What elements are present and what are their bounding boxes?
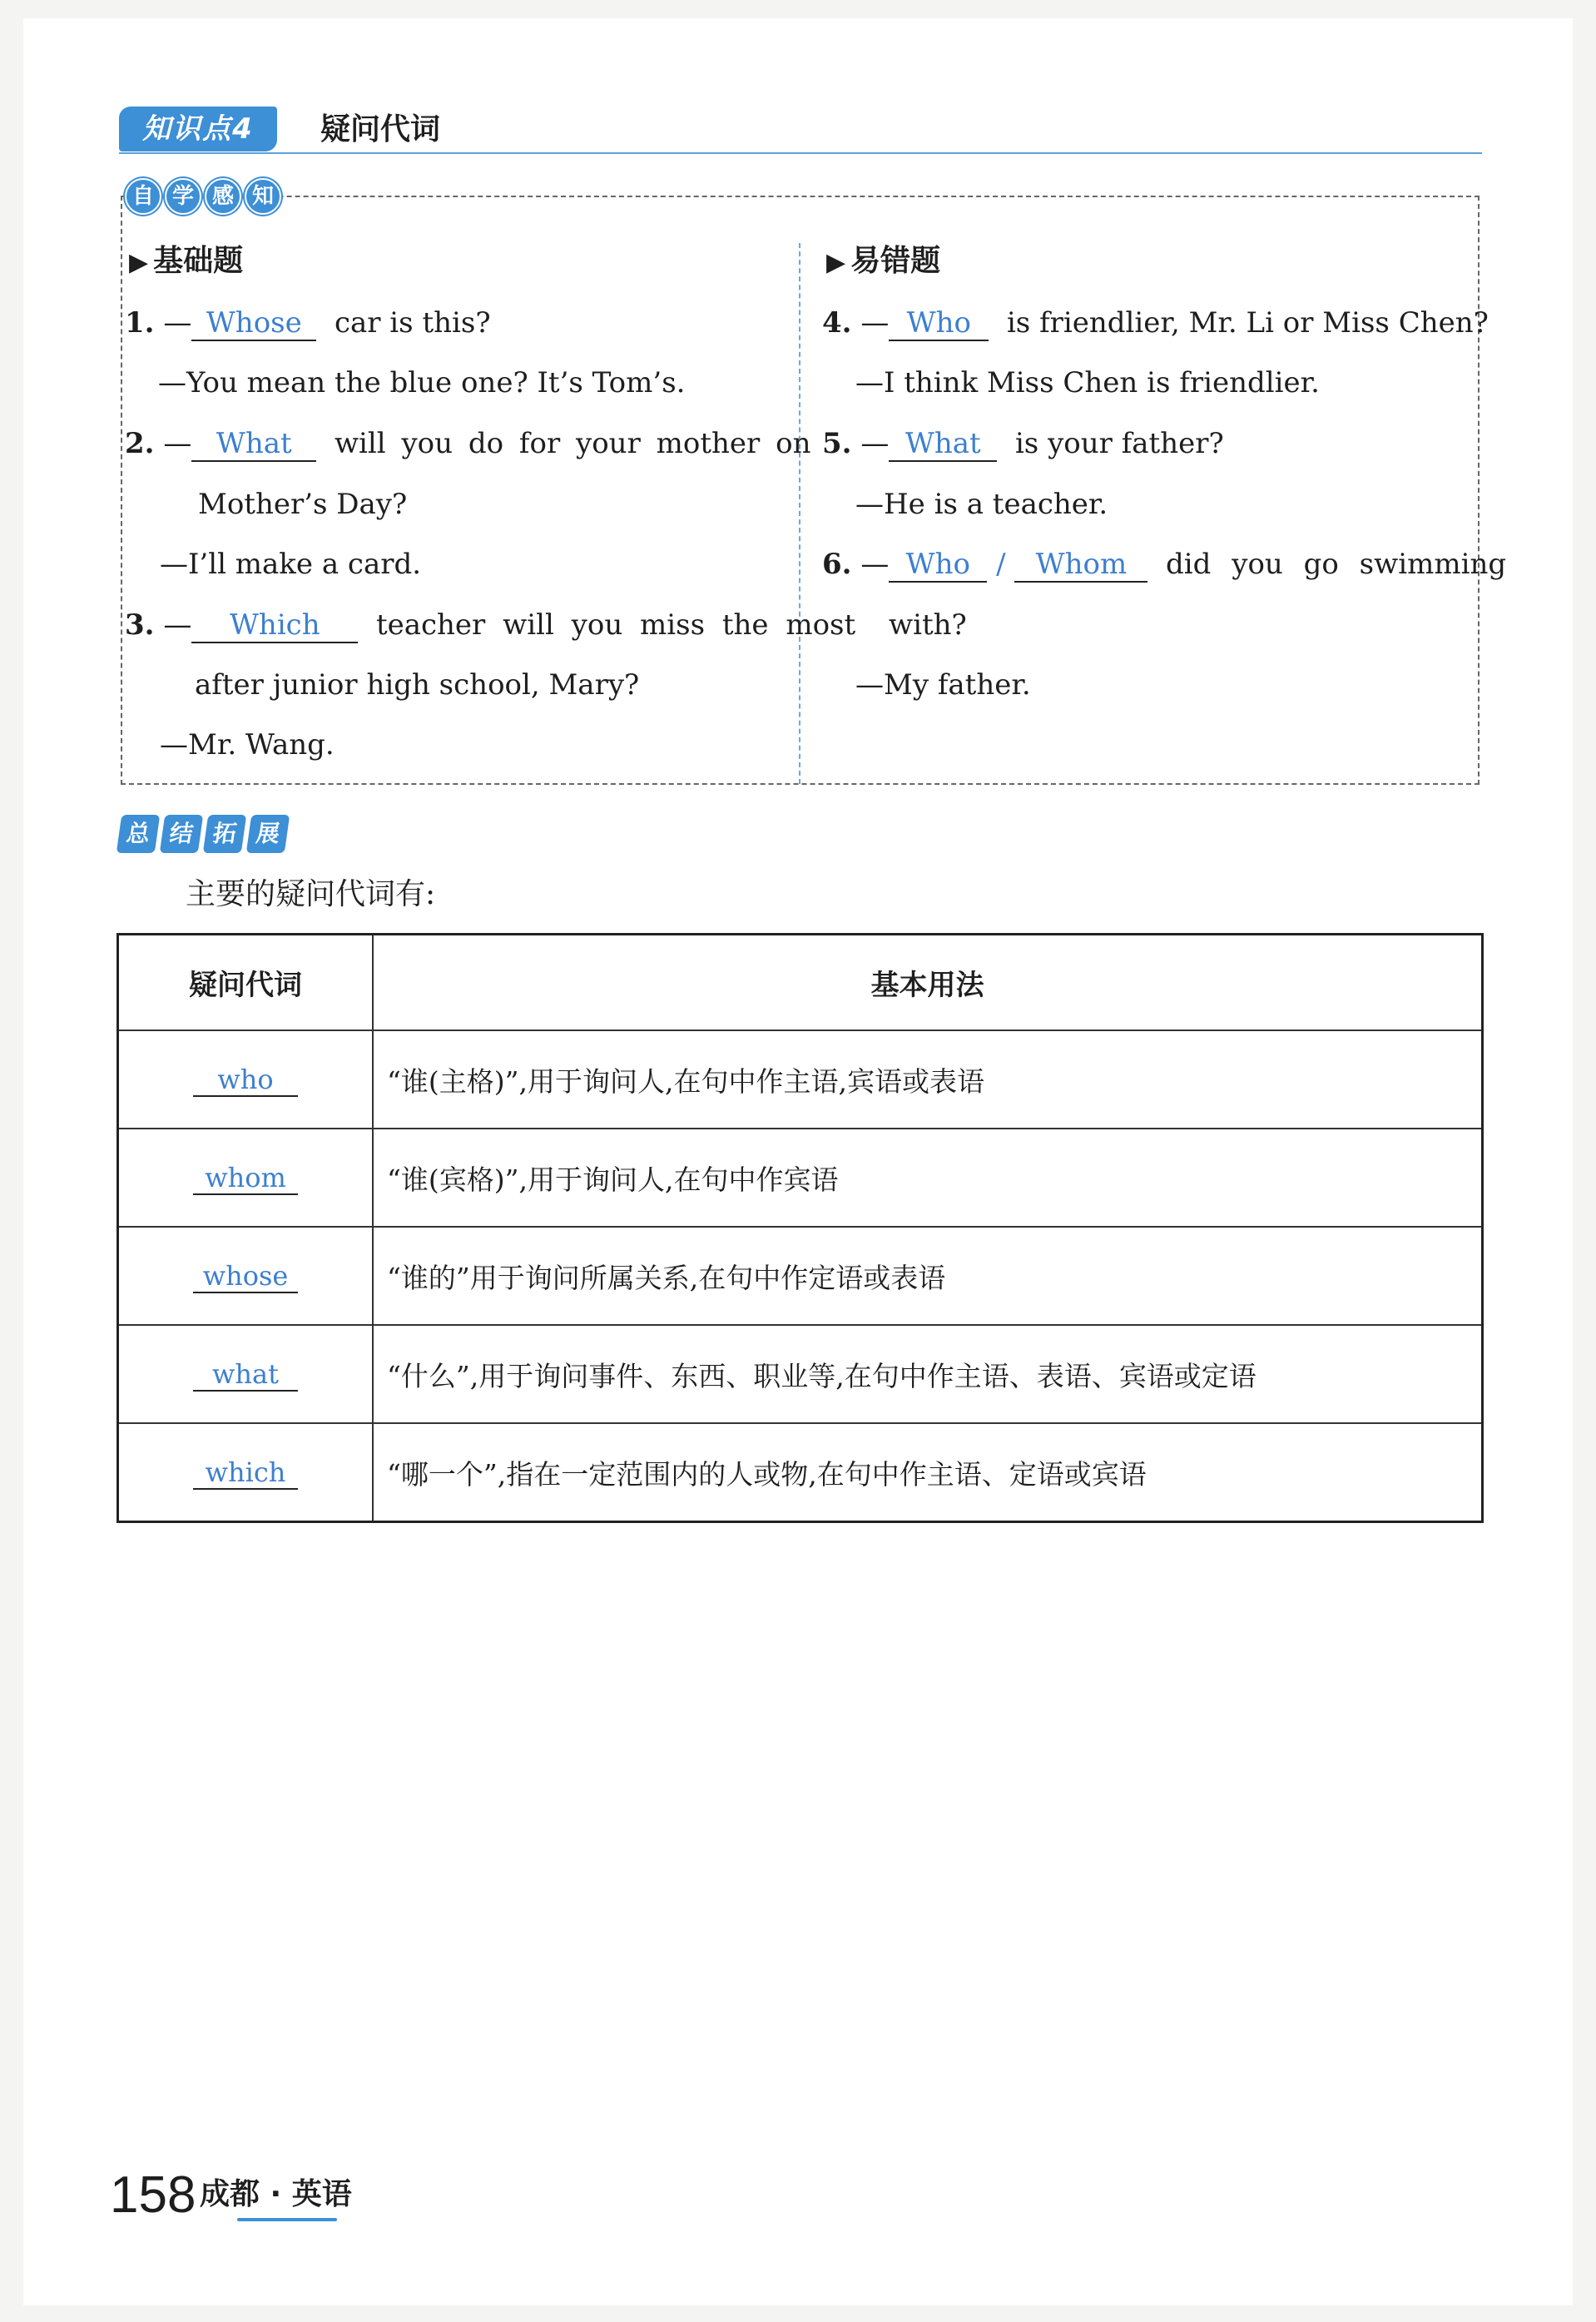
- label-char: 自: [125, 178, 161, 215]
- pronoun-cell: [118, 1423, 374, 1522]
- answer-blank: what: [193, 1358, 298, 1392]
- pronoun-cell: [118, 1030, 374, 1129]
- reply-3: —Mr. Wang.: [160, 728, 335, 762]
- reply-2: —I’ll make a card.: [160, 548, 422, 581]
- answer-blank: whom: [193, 1162, 298, 1195]
- table-row: [118, 1325, 1483, 1423]
- summary-intro: 主要的疑问代词有:: [186, 877, 436, 911]
- answer-blank: Whom: [1014, 548, 1147, 583]
- play-triangle-icon: ▶: [129, 248, 149, 277]
- reply-6: —My father.: [855, 668, 1031, 702]
- question-2: 2. — What will you do for your mother on: [125, 427, 811, 460]
- column-divider: [799, 243, 800, 784]
- usage-cell: “谁(主格)”,用于询问人,在句中作主语,宾语或表语: [373, 1030, 1483, 1129]
- label-char: 结: [160, 815, 203, 853]
- question-5: 5. — What is your father?: [822, 427, 1224, 460]
- self-study-label: [125, 178, 281, 215]
- answer-blank: which: [193, 1456, 298, 1490]
- question-3: 3. — Which teacher will you miss the most: [125, 608, 856, 642]
- label-char: 学: [165, 178, 201, 215]
- play-triangle-icon: ▶: [826, 248, 846, 277]
- usage-cell: “谁(宾格)”,用于询问人,在句中作宾语: [373, 1129, 1483, 1227]
- usage-cell: “什么”,用于询问事件、东西、职业等,在句中作主语、表语、宾语或定语: [373, 1325, 1483, 1423]
- table-row: [118, 1129, 1483, 1227]
- answer-blank: Whose: [191, 306, 316, 341]
- question-6: 6. — Who / Whom did you go swimming: [822, 548, 1507, 581]
- column-header: 疑问代词: [118, 935, 374, 1031]
- question-2-cont: Mother’s Day?: [198, 488, 408, 521]
- reply-5: —He is a teacher.: [855, 488, 1108, 521]
- page-number: 158: [110, 2166, 196, 2224]
- question-3-cont: after junior high school, Mary?: [195, 668, 640, 702]
- error-prone-heading: ▶ 易错题: [826, 244, 941, 278]
- label-char: 拓: [203, 815, 246, 853]
- table-row: [118, 1030, 1483, 1129]
- question-4: 4. — Who is friendlier, Mr. Li or Miss Chen?: [822, 306, 1489, 340]
- usage-cell: “谁的”用于询问所属关系,在句中作定语或表语: [373, 1227, 1483, 1325]
- pronoun-cell: [118, 1325, 374, 1423]
- summary-label: [119, 815, 287, 853]
- usage-cell: “哪一个”,指在一定范围内的人或物,在句中作主语、定语或宾语: [373, 1423, 1483, 1522]
- footer-underline: [237, 2218, 337, 2221]
- reply-1: —You mean the blue one? It’s Tom’s.: [158, 366, 686, 399]
- table-header-row: [118, 935, 1483, 1031]
- column-header: 基本用法: [373, 935, 1483, 1031]
- answer-blank: Who: [889, 548, 987, 583]
- section-title: 疑问代词: [320, 112, 441, 146]
- knowledge-point-badge: 知识点4: [119, 107, 277, 151]
- answer-blank: who: [193, 1064, 298, 1097]
- answer-blank: Who: [889, 306, 989, 341]
- pronoun-cell: [118, 1227, 374, 1325]
- label-char: 知: [245, 178, 281, 215]
- book-title: 成都 · 英语: [200, 2177, 352, 2211]
- table-row: [118, 1227, 1483, 1325]
- question-6-cont: with?: [889, 608, 967, 642]
- table-row: [118, 1423, 1483, 1522]
- label-char: 展: [246, 815, 290, 853]
- answer-blank: Which: [191, 608, 358, 643]
- reply-4: —I think Miss Chen is friendlier.: [855, 366, 1320, 399]
- answer-blank: What: [889, 427, 997, 462]
- answer-blank: What: [191, 427, 316, 462]
- basic-heading: ▶ 基础题: [129, 244, 244, 278]
- answer-blank: whose: [193, 1260, 298, 1293]
- pronoun-cell: [118, 1129, 374, 1227]
- header-divider: [119, 152, 1482, 154]
- label-char: 总: [116, 815, 160, 853]
- label-char: 感: [205, 178, 241, 215]
- pronoun-table: [116, 933, 1484, 1523]
- question-1: 1. — Whose car is this?: [125, 306, 491, 340]
